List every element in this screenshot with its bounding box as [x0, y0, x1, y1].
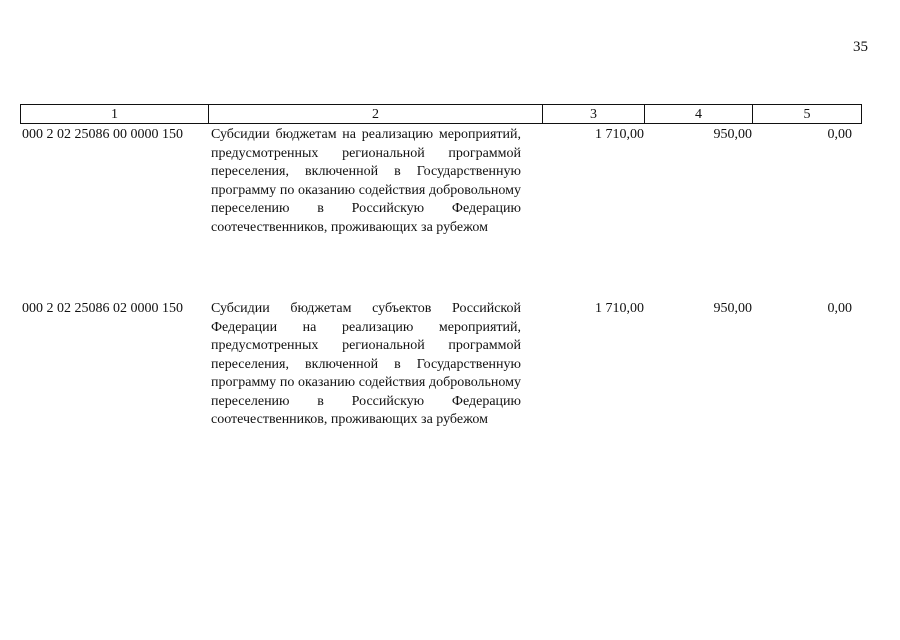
- table-row: [20, 126, 862, 237]
- value-col-4: 950,00: [713, 301, 752, 316]
- value-col-4: 950,00: [713, 127, 752, 142]
- column-header-2: 2: [209, 105, 543, 123]
- column-header-1: 1: [21, 105, 209, 123]
- income-description: Субсидии бюджетам субъектов Российской Федерации на реализацию мероприятий, предусмотренных региональной программой переселения, включенной в Государственную программу по оказанию содействия добровольному переселению в Российскую Федерацию соотечественников, проживающих за рубежом: [211, 301, 521, 427]
- value-col-5: 0,00: [827, 301, 852, 316]
- page-number: 35: [853, 39, 868, 55]
- table-row: [20, 300, 862, 430]
- income-description: Субсидии бюджетам на реализацию мероприятий, предусмотренных региональной программой переселения, включенной в Государственную программу по оказанию содействия добровольному переселению в Российскую Федерацию соотечественников, проживающих за рубежом: [211, 127, 521, 235]
- budget-code: 000 2 02 25086 00 0000 150: [22, 127, 183, 142]
- value-col-5: 0,00: [827, 127, 852, 142]
- column-header-4: 4: [645, 105, 753, 123]
- table-header-row: [20, 104, 862, 124]
- budget-code: 000 2 02 25086 02 0000 150: [22, 301, 183, 316]
- value-col-3: 1 710,00: [595, 127, 644, 142]
- value-col-3: 1 710,00: [595, 301, 644, 316]
- column-header-5: 5: [803, 107, 811, 122]
- column-header-3: 3: [543, 105, 645, 123]
